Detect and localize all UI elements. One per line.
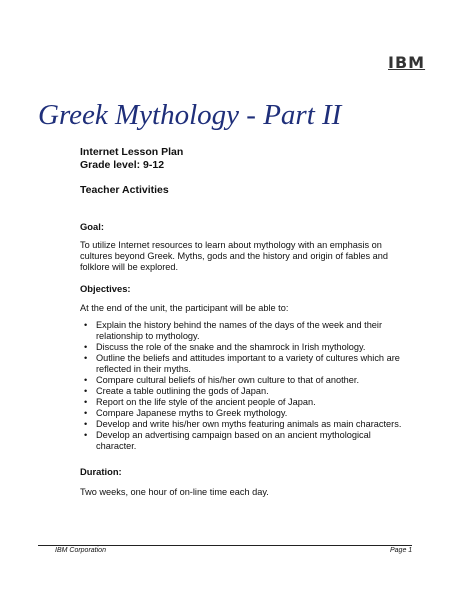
lesson-header [80,146,183,197]
footer-company: IBM Corporation [55,547,106,554]
bullet-icon: • [84,408,88,418]
page-number: Page 1 [390,547,413,554]
list-item: • Explain the history behind the names of the days of the week and their relationship to mythology. [84,320,383,341]
bullet-icon: • [84,353,88,363]
bullet-icon: • [84,375,88,385]
goal-heading: Goal: [80,221,104,232]
page-title: Greek Mythology - Part II [38,99,342,131]
bullet-icon: • [84,419,88,429]
list-item: • Create a table outlining the gods of Japan. [84,386,269,396]
section-title: Teacher Activities [80,184,169,196]
duration-heading: Duration: [80,466,122,477]
plan-type: Internet Lesson Plan [80,146,184,158]
bullet-icon: • [84,386,88,396]
bullet-icon: • [84,342,88,352]
goal-text: To utilize Internet resources to learn about mythology with an emphasis on cultures beyond Greek. Myths, gods and the history and origin of fables and folklore will be explored. [80,240,388,273]
objectives-list [80,320,410,452]
bullet-icon: • [84,320,88,330]
list-item: • Compare Japanese myths to Greek mythology. [84,408,288,418]
list-item: • Develop and write his/her own myths featuring animals as main characters. [84,419,402,429]
objectives-heading: Objectives: [80,283,131,294]
list-item: • Discuss the role of the snake and the shamrock in Irish mythology. [84,342,366,352]
bullet-icon: • [84,397,88,407]
list-item: • Develop an advertising campaign based on an ancient mythological character. [84,430,371,451]
objectives-intro: At the end of the unit, the participant will be able to: [80,303,289,313]
grade-level: Grade level: 9-12 [80,159,165,171]
footer-divider [38,545,412,546]
ibm-logo: IBM [388,53,426,72]
list-item: • Compare cultural beliefs of his/her own culture to that of another. [84,375,360,385]
duration-text: Two weeks, one hour of on-line time each day. [80,487,269,497]
bullet-icon: • [84,430,88,440]
list-item: • Outline the beliefs and attitudes important to a variety of cultures which are reflected in their myths. [84,353,400,374]
list-item: • Report on the life style of the ancient people of Japan. [84,397,316,407]
